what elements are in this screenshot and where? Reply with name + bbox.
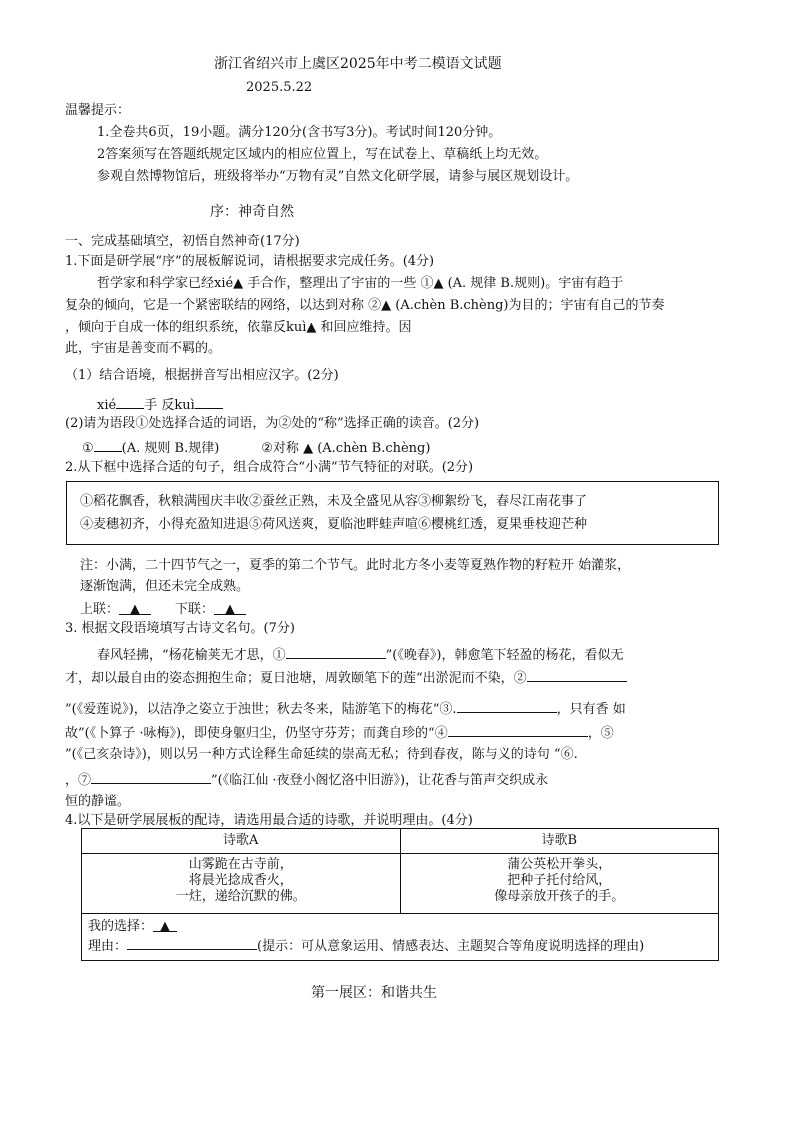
poem-a-title: 诗歌A [82, 829, 401, 854]
intro-text: 参观自然博物馆后，班级将举办“万物有灵”自然文化研学展，请参与展区规划设计。 [97, 169, 579, 184]
poem-a-line: 一炷，递给沉默的佛。 [175, 889, 306, 904]
poem-a-line: 山雾跪在古寺前， [188, 857, 293, 872]
blank-2[interactable] [527, 668, 627, 682]
q3-line-4 [65, 723, 614, 742]
upper-couplet-blank[interactable] [119, 601, 151, 615]
choice-line [88, 918, 712, 936]
q1-sub-2: (2)请为语段①处选择合适的词语，为②处的“称”选择正确的读音。(2分) [65, 416, 480, 431]
q1-passage-line-3: ，倾向于自成一体的组织系统，依靠反kuì▲ 和回应维持。因 [65, 320, 412, 335]
q3-text: 春风轻拂，“杨花榆荚无才思，① [97, 648, 286, 663]
q3-line-1 [97, 645, 623, 664]
upper-couplet-label: 上联： [80, 602, 120, 617]
poem-b-line: 蒲公英松开拳头， [507, 857, 612, 872]
answer-mark: ▲ [130, 602, 141, 617]
q1-sub-2-options-1: (A. 规则 B.规律) [121, 441, 220, 456]
blank-1[interactable] [286, 645, 386, 659]
q1-sub-2-answer-line [82, 438, 430, 457]
answer-mark: ▲ [225, 602, 236, 617]
q3-text: ”(《临江仙 ·夜登小阁忆洛中旧游》)，让花香与笛声交织成永 [211, 773, 549, 788]
q1-passage-line-1: 哲学家和科学家已经xié▲ 手合作，整理出了宇宙的一些 ①▲ (A. 规律 B.规则)。宇宙有趋于 [97, 276, 624, 291]
choice-blank[interactable] [153, 918, 177, 932]
section-1-title: 一、完成基础填空，初悟自然神奇(17分) [65, 234, 300, 249]
q1-sub-1: （1）结合语境，根据拼音写出相应汉字。(2分) [65, 368, 339, 383]
q1-stem: 1.下面是研学展“序”的展板解说词，请根据要求完成任务。(4分) [65, 254, 435, 269]
q3-text: ，只有香 如 [556, 702, 626, 717]
blank-4[interactable] [448, 723, 588, 737]
q2-sentence-box [66, 481, 719, 545]
answer-mark: ▲ [160, 919, 171, 934]
poem-b-line: 把种子托付给风， [507, 873, 612, 888]
poem-b-title: 诗歌B [400, 829, 719, 854]
poem-b-line: 像母亲放开孩子的手。 [494, 889, 625, 904]
q3-text: ”(《晚春》)，韩愈笔下轻盈的杨花，看似无 [385, 648, 624, 663]
preface-title: 序：神奇自然 [210, 204, 294, 220]
reason-blank[interactable] [127, 936, 257, 950]
pinyin-kui: 手 反kuì [144, 398, 195, 413]
poem-a-body [82, 854, 401, 914]
q4-stem: 4.以下是研学展展板的配诗，请选用最合适的诗歌，并说明理由。(4分) [65, 813, 473, 828]
q2-note-line-2: 逐渐饱满，但还未完全成熟。 [80, 579, 250, 594]
q3-text: ，⑦ [65, 773, 92, 788]
pinyin-xie: xié [97, 398, 117, 413]
q1-passage-line-4: 此，宇宙是善变而不羁的。 [65, 341, 222, 356]
q2-answer-line [80, 601, 246, 618]
blank-3[interactable] [457, 699, 557, 713]
answer-blank[interactable] [94, 438, 122, 452]
document-title: 浙江省绍兴市上虞区2025年中考二模语文试题 [214, 56, 502, 72]
q3-text: 才，却以最自由的姿态拥抱生命；夏日池塘，周敦颐笔下的莲“出淤泥而不染，② [65, 671, 527, 686]
q3-line-2 [65, 668, 627, 687]
reason-label: 理由： [88, 939, 128, 954]
circle-1-label: ① [82, 441, 94, 456]
q1-passage-line-2: 复杂的倾向，它是一个紧密联结的网络，以达到对称 ②▲ (A.chèn B.chèng)为目的；宇宙有自己的节奏 [65, 298, 665, 313]
answer-blank[interactable] [195, 395, 223, 409]
answer-blank[interactable] [116, 395, 144, 409]
q1-sub-2-options-2: ②对称 ▲ (A.chèn B.chèng) [261, 441, 431, 456]
q3-text: ”(《爱莲说》)，以洁净之姿立于浊世；秋去冬来，陆游笔下的梅花“③. [65, 702, 457, 717]
reason-hint: (提示：可从意象运用、情感表达、主题契合等角度说明选择的理由) [257, 939, 645, 954]
q3-text: 故”(《卜算子 ·咏梅》)，即使身躯归尘，仍坚守芬芳；而龚自珍的“④ [65, 726, 448, 741]
tips-heading: 温馨提示： [65, 103, 131, 118]
q3-line-3 [65, 699, 626, 718]
lower-couplet-label: 下联： [175, 602, 215, 617]
document-date: 2025.5.22 [246, 80, 313, 95]
q3-text: ，⑤ [587, 726, 614, 741]
tips-line-2: 2答案须写在答题纸规定区域内的相应位置上，写在试卷上、草稿纸上均无效。 [97, 147, 548, 162]
tips-line-1: 1.全卷共6页，19小题。满分120分(含书写3分)。考试时间120分钟。 [97, 125, 502, 140]
choice-label: 我的选择： [88, 919, 154, 934]
q2-box-row-1: ①稻花飘香，秋粮满囤庆丰收②蚕丝正熟，未及全盛见从容③柳絮纷飞，春尽江南花事了 [80, 494, 588, 509]
poem-a-line: 将晨光捻成香火， [188, 873, 293, 888]
blank-7[interactable] [91, 770, 211, 784]
q2-stem: 2.从下框中选择合适的句子，组合成符合“小满”节气特征的对联。(2分) [65, 460, 474, 475]
q3-stem: 3. 根据文段语境填写古诗文名句。(7分) [65, 621, 295, 636]
poems-table [81, 828, 719, 961]
q3-line-5: ”(《己亥杂诗》)，则以另一种方式诠释生命延续的崇高无私；待到春夜，陈与义的诗句 “⑥. [65, 747, 578, 762]
q4-answer-area [82, 914, 719, 961]
lower-couplet-blank[interactable] [214, 601, 246, 615]
exhibit-1-title: 第一展区：和谐共生 [311, 985, 437, 1001]
q3-line-6 [65, 770, 548, 789]
q2-note-line-1: 注：小满，二十四节气之一，夏季的第二个节气。此时北方冬小麦等夏熟作物的籽粒开 始灌浆， [80, 558, 631, 573]
poem-b-body [400, 854, 719, 914]
q1-sub-1-answer-line [97, 395, 223, 414]
q2-box-row-2: ④麦穗初齐，小得充盈知进退⑤荷风送爽，夏临池畔蛙声喧⑥樱桃红透，夏果垂枝迎芒种 [80, 517, 588, 532]
reason-line [88, 936, 712, 956]
q3-line-7: 恒的静谧。 [65, 794, 131, 809]
